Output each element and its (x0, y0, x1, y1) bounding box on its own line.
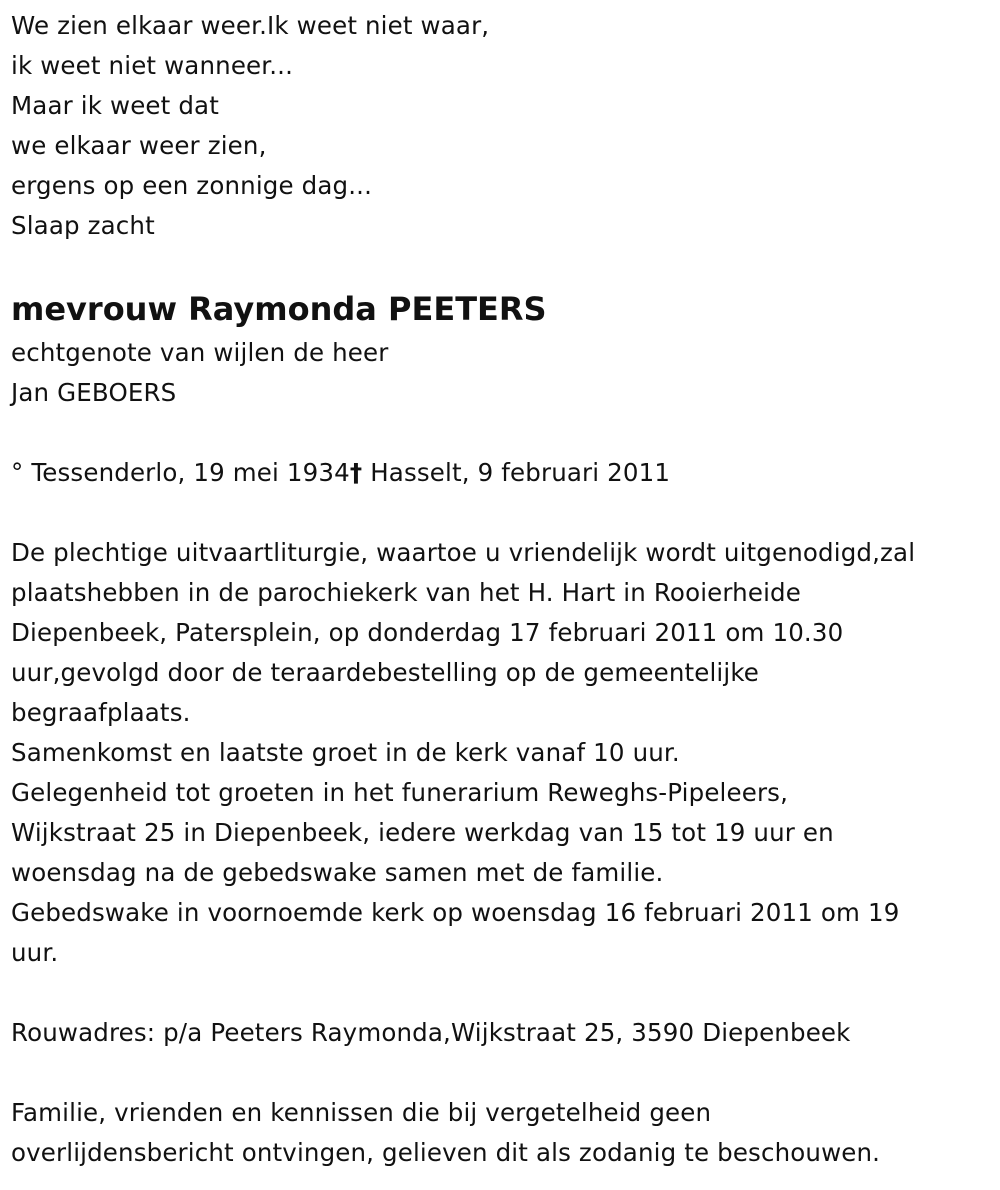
death-info: Hasselt, 9 februari 2011 (362, 458, 671, 487)
poem (11, 6, 996, 246)
relation-line: Jan GEBOERS (11, 378, 177, 407)
cross-icon: † (349, 458, 363, 487)
spacer (11, 973, 996, 1013)
body-line: begraafplaats. (11, 698, 191, 727)
poem-line: Slaap zacht (11, 211, 155, 240)
deceased-name: mevrouw Raymonda PEETERS (11, 290, 547, 328)
poem-line: Maar ik weet dat (11, 91, 219, 120)
closing-line: Familie, vrienden en kennissen die bij vergetelheid geen (11, 1098, 712, 1127)
body-line: plaatshebben in de parochiekerk van het H. Hart in Rooierheide (11, 578, 801, 607)
funeral-details (11, 533, 996, 973)
poem-line: ik weet niet wanneer... (11, 51, 294, 80)
body-line: De plechtige uitvaartliturgie, waartoe u vriendelijk wordt uitgenodigd,zal (11, 538, 916, 567)
poem-line: We zien elkaar weer.Ik weet niet waar, (11, 11, 490, 40)
poem-line: ergens op een zonnige dag... (11, 171, 373, 200)
body-line: Samenkomst en laatste groet in de kerk vanaf 10 uur. (11, 738, 680, 767)
body-line: Gelegenheid tot groeten in het funerarium Reweghs-Pipeleers, (11, 778, 789, 807)
body-line: woensdag na de gebedswake samen met de familie. (11, 858, 664, 887)
spacer (11, 493, 996, 533)
body-line: Gebedswake in voornoemde kerk op woensdag 16 februari 2011 om 19 (11, 898, 900, 927)
spacer (11, 413, 996, 453)
obituary-notice (11, 6, 996, 1173)
body-line: uur. (11, 938, 59, 967)
birth-info: ° Tessenderlo, 19 mei 1934 (11, 458, 350, 487)
relation (11, 333, 996, 413)
body-line: Diepenbeek, Patersplein, op donderdag 17 februari 2011 om 10.30 (11, 618, 844, 647)
poem-line: we elkaar weer zien, (11, 131, 267, 160)
mourning-address: Rouwadres: p/a Peeters Raymonda,Wijkstraat 25, 3590 Diepenbeek (11, 1018, 851, 1047)
closing-note (11, 1093, 996, 1173)
body-line: Wijkstraat 25 in Diepenbeek, iedere werkdag van 15 tot 19 uur en (11, 818, 834, 847)
relation-line: echtgenote van wijlen de heer (11, 338, 389, 367)
closing-line: overlijdensbericht ontvingen, gelieven dit als zodanig te beschouwen. (11, 1138, 881, 1167)
spacer (11, 1053, 996, 1093)
body-line: uur,gevolgd door de teraardebestelling op de gemeentelijke (11, 658, 760, 687)
life-dates (11, 453, 996, 493)
